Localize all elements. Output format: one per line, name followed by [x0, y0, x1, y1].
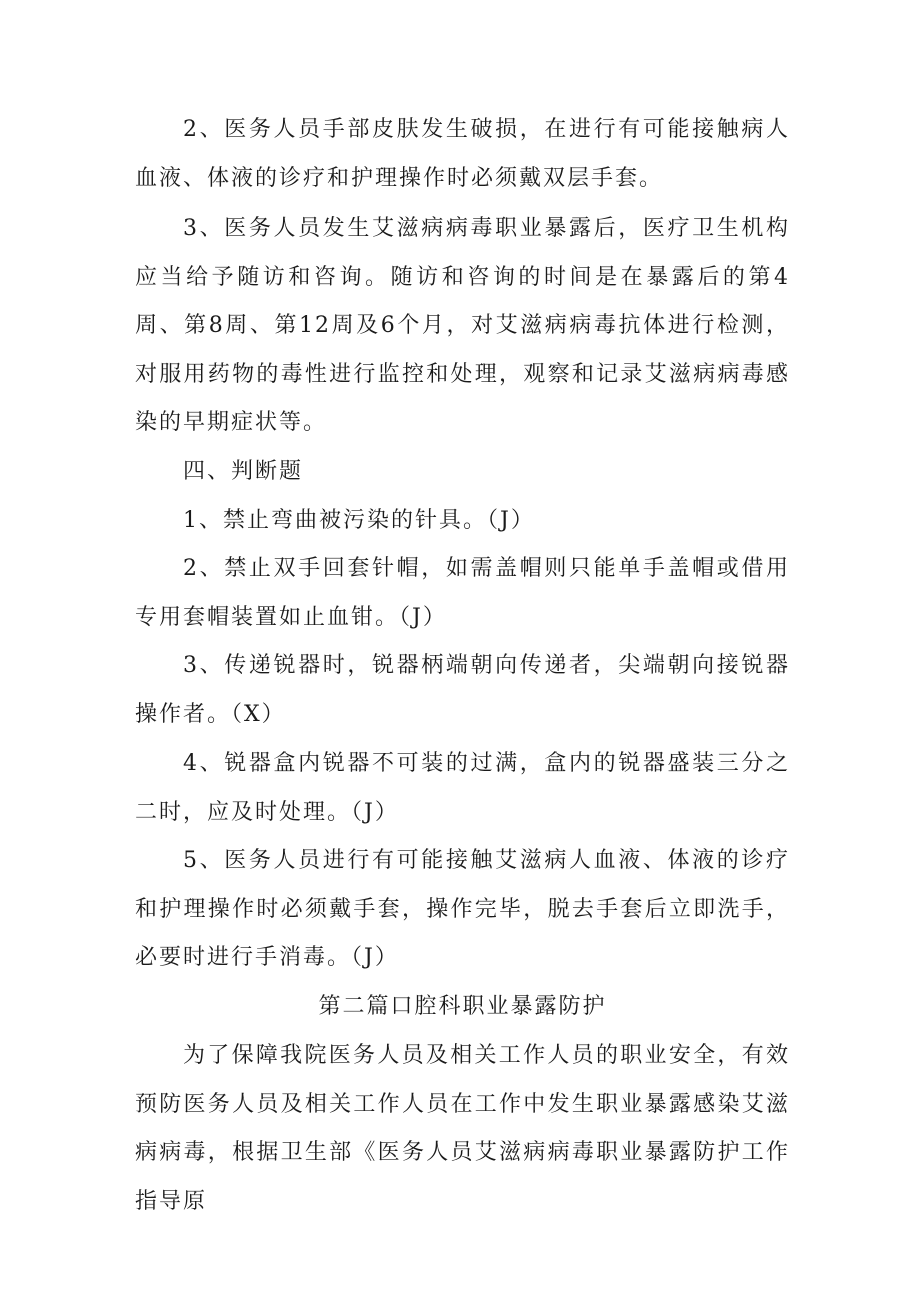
judgment-item-2: 2、禁止双手回套针帽，如需盖帽则只能单手盖帽或借用专用套帽装置如止血钳。（J） — [135, 556, 790, 630]
judgment-item-1: 1、禁止弯曲被污染的针具。（J） — [183, 508, 535, 533]
judgment-item-5: 5、医务人员进行有可能接触艾滋病人血液、体液的诊疗和护理操作时必须戴手套，操作完毕，脱去手套后立即洗手，必要时进行手消毒。（J） — [135, 848, 790, 971]
part-title: 第二篇口腔科职业暴露防护 — [318, 994, 607, 1019]
section-heading-judgment: 四、判断题 — [183, 459, 304, 484]
judgment-item-3: 3、传递锐器时，锐器柄端朝向传递者，尖端朝向接锐器操作者。（X） — [135, 653, 790, 727]
part-intro-paragraph: 为了保障我院医务人员及相关工作人员的职业安全，有效预防医务人员及相关工作人员在工作中发生职业暴露感染艾滋病病毒，根据卫生部《医务人员艾滋病病毒职业暴露防护工作指导原 — [135, 1043, 790, 1214]
paragraph-item-2: 2、医务人员手部皮肤发生破损，在进行有可能接触病人血液、体液的诊疗和护理操作时必须戴双层手套。 — [135, 117, 790, 191]
paragraph-item-3: 3、医务人员发生艾滋病病毒职业暴露后，医疗卫生机构应当给予随访和咨询。随访和咨询的时间是在暴露后的第4周、第8周、第12周及6个月，对艾滋病病毒抗体进行检测，对服用药物的毒性进行监控和处理，观察和记录艾滋病病毒感染的早期症状等。 — [135, 216, 790, 436]
judgment-item-4: 4、锐器盒内锐器不可装的过满，盒内的锐器盛装三分之二时，应及时处理。（J） — [135, 751, 790, 825]
